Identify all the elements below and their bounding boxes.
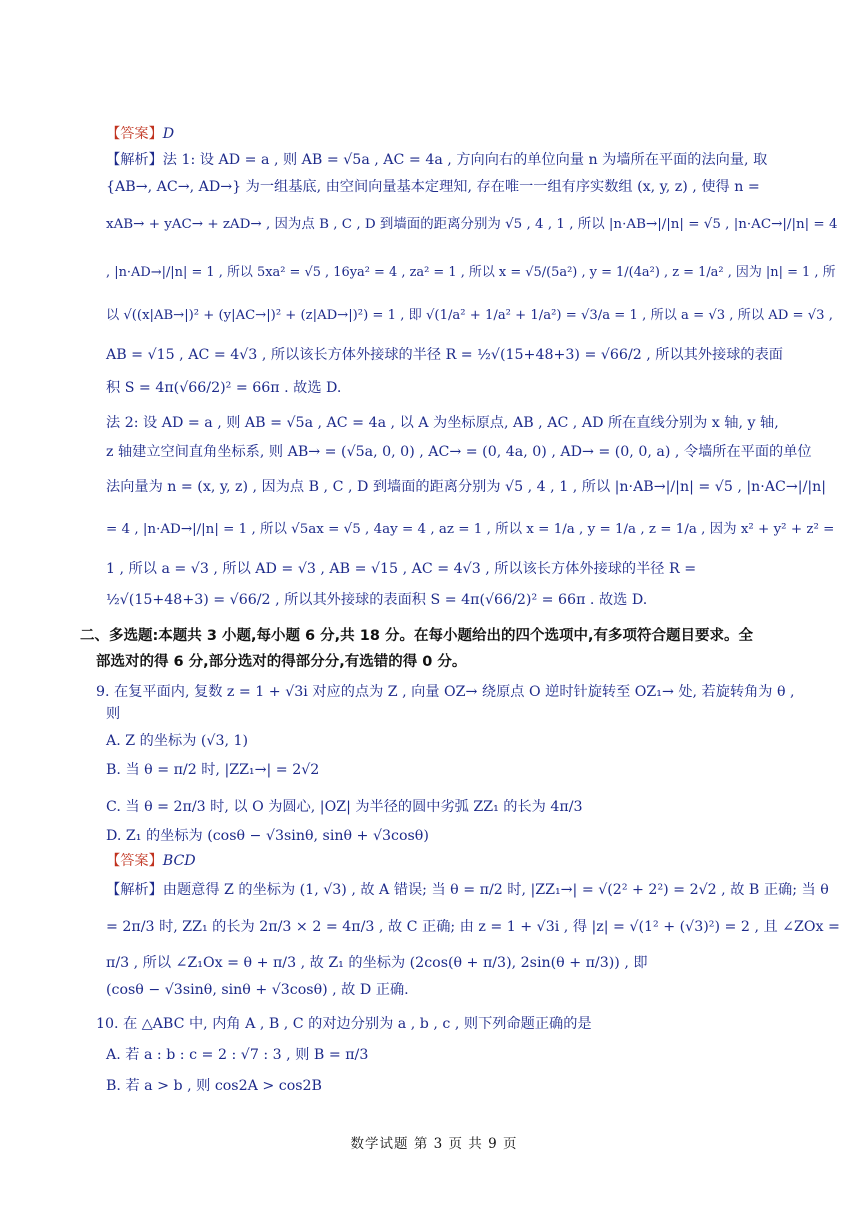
analysis-line: (cosθ − √3sinθ, sinθ + √3cosθ) , 故 D 正确. bbox=[106, 982, 409, 998]
section-heading: 二、多选题:本题共 3 小题,每小题 6 分,共 18 分。在每小题给出的四个选项中,有多项符合题目要求。全 bbox=[80, 628, 753, 644]
analysis-line: ½√(15+48+3) = √66/2 , 所以其外接球的表面积 S = 4π(√66/2)² = 66π . 故选 D. bbox=[106, 592, 648, 608]
option-b: B. 当 θ = π/2 时, |ZZ₁→| = 2√2 bbox=[106, 762, 320, 778]
question-stem: 10. 在 △ABC 中, 内角 A , B , C 的对边分别为 a , b , c , 则下列命题正确的是 bbox=[96, 1016, 592, 1032]
answer-value: BCD bbox=[162, 853, 196, 869]
answer-line bbox=[106, 851, 196, 871]
option-c: C. 当 θ = 2π/3 时, 以 O 为圆心, |OZ| 为半径的圆中劣弧 ZZ₁ 的长为 4π/3 bbox=[106, 799, 583, 815]
analysis-line: , |n·AD→|/|n| = 1 , 所以 5xa² = √5 , 16ya² = 4 , za² = 1 , 所以 x = √5/(5a²) , y = 1/(4a²) , z = 1/a² , 因为 |n| = 1 , 所 bbox=[106, 265, 836, 280]
analysis-line: 法 2: 设 AD = a , 则 AB = √5a , AC = 4a , 以 A 为坐标原点, AB , AC , AD 所在直线分别为 x 轴, y 轴, bbox=[106, 415, 779, 431]
analysis-line: π/3 , 所以 ∠Z₁Ox = θ + π/3 , 故 Z₁ 的坐标为 (2cos(θ + π/3), 2sin(θ + π/3)) , 即 bbox=[106, 955, 648, 971]
option-a: A. 若 a : b : c = 2 : √7 : 3 , 则 B = π/3 bbox=[106, 1047, 369, 1063]
analysis-line: = 4 , |n·AD→|/|n| = 1 , 所以 √5ax = √5 , 4ay = 4 , az = 1 , 所以 x = 1/a , y = 1/a , z = 1/a , 因为 x² + y² + z² = bbox=[106, 522, 835, 537]
option-d: D. Z₁ 的坐标为 (cosθ − √3sinθ, sinθ + √3cosθ) bbox=[106, 828, 429, 844]
analysis-line: z 轴建立空间直角坐标系, 则 AB→ = (√5a, 0, 0) , AC→ = (0, 4a, 0) , AD→ = (0, 0, a) , 令墙所在平面的单位 bbox=[106, 444, 812, 460]
analysis-line: xAB→ + yAC→ + zAD→ , 因为点 B , C , D 到墙面的距离分别为 √5 , 4 , 1 , 所以 |n·AB→|/|n| = √5 , |n·AC→|/|n| = 4 bbox=[106, 217, 838, 232]
page-footer: 数学试题 第 3 页 共 9 页 bbox=[350, 1136, 518, 1152]
option-b: B. 若 a > b , 则 cos2A > cos2B bbox=[106, 1078, 322, 1094]
section-heading-cont: 部选对的得 6 分,部分选对的得部分分,有选错的得 0 分。 bbox=[96, 654, 467, 670]
analysis-line: AB = √15 , AC = 4√3 , 所以该长方体外接球的半径 R = ½√(15+48+3) = √66/2 , 所以其外接球的表面 bbox=[106, 347, 783, 363]
option-a: A. Z 的坐标为 (√3, 1) bbox=[106, 733, 249, 749]
analysis-line: 【解析】法 1: 设 AD = a , 则 AB = √5a , AC = 4a , 方向向右的单位向量 n 为墙所在平面的法向量, 取 bbox=[106, 152, 768, 168]
answer-label: 【答案】 bbox=[106, 853, 163, 869]
answer-label: 【答案】 bbox=[106, 126, 163, 142]
analysis-line: 【解析】由题意得 Z 的坐标为 (1, √3) , 故 A 错误; 当 θ = π/2 时, |ZZ₁→| = √(2² + 2²) = 2√2 , 故 B 正确; 当 θ bbox=[106, 882, 829, 898]
question-stem-cont: 则 bbox=[106, 706, 121, 722]
analysis-line: 以 √((x|AB→|)² + (y|AC→|)² + (z|AD→|)²) = 1 , 即 √(1/a² + 1/a² + 1/a²) = √3/a = 1 , 所以 a = √3 , 所以 AD = √3 , bbox=[106, 308, 833, 323]
analysis-line: 1 , 所以 a = √3 , 所以 AD = √3 , AB = √15 , AC = 4√3 , 所以该长方体外接球的半径 R = bbox=[106, 561, 697, 577]
analysis-line: {AB→, AC→, AD→} 为一组基底, 由空间向量基本定理知, 存在唯一一组有序实数组 (x, y, z) , 使得 n = bbox=[106, 179, 760, 195]
analysis-line: 法向量为 n = (x, y, z) , 因为点 B , C , D 到墙面的距离分别为 √5 , 4 , 1 , 所以 |n·AB→|/|n| = √5 , |n·AC→|/|n| bbox=[106, 479, 827, 495]
question-stem: 9. 在复平面内, 复数 z = 1 + √3i 对应的点为 Z , 向量 OZ→ 绕原点 O 逆时针旋转至 OZ₁→ 处, 若旋转角为 θ , bbox=[96, 684, 795, 700]
analysis-line: 积 S = 4π(√66/2)² = 66π . 故选 D. bbox=[106, 380, 342, 396]
answer-value: D bbox=[162, 126, 175, 142]
answer-line bbox=[106, 124, 174, 144]
analysis-line: = 2π/3 时, ZZ₁ 的长为 2π/3 × 2 = 4π/3 , 故 C 正确; 由 z = 1 + √3i , 得 |z| = √(1² + (√3)²) = 2 , 且 ∠ZOx = bbox=[106, 919, 840, 935]
